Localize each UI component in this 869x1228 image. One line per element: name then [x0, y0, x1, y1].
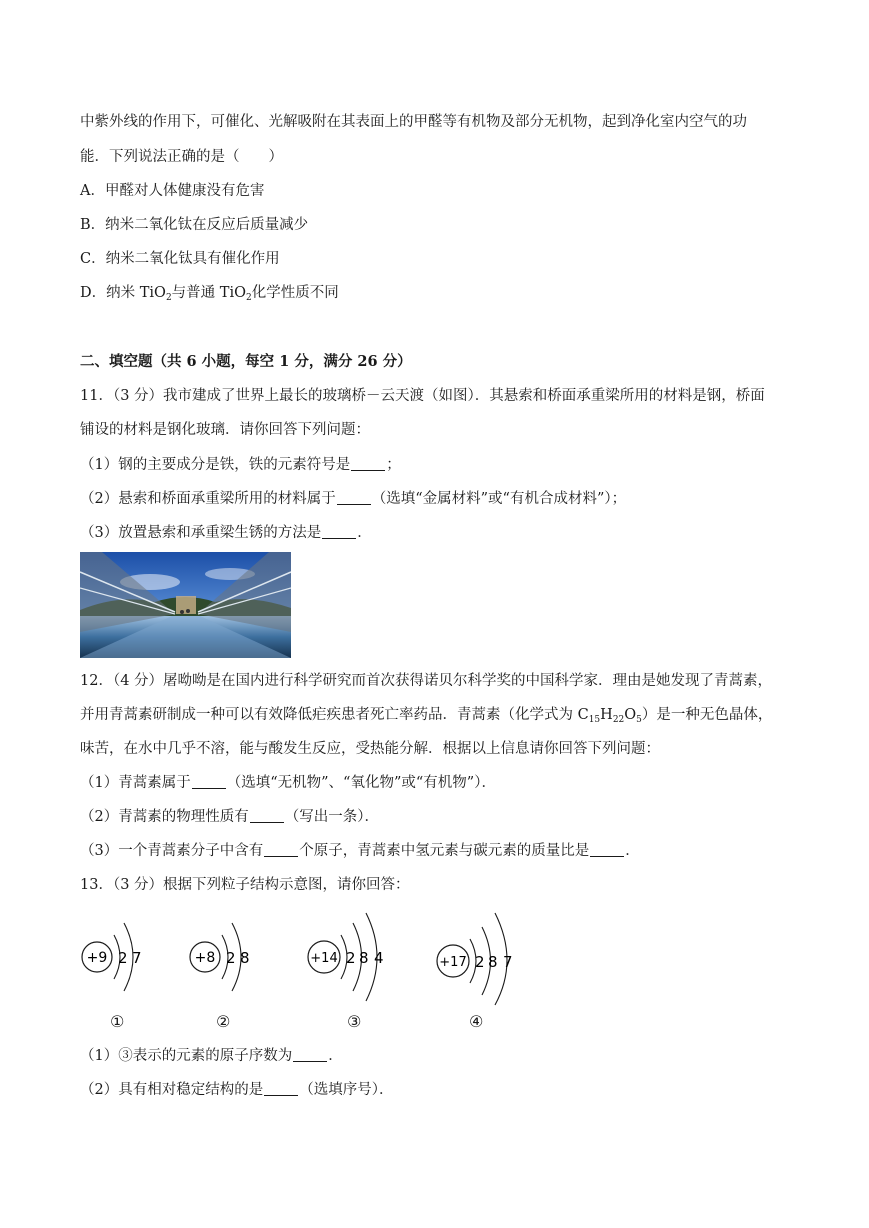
- answer-blank[interactable]: [590, 842, 624, 857]
- q10-option-b: B．纳米二氧化钛在反应后质量减少: [80, 217, 309, 233]
- shell-electrons: 8: [359, 949, 369, 967]
- shell-electrons: 7: [132, 949, 142, 967]
- answer-blank[interactable]: [250, 808, 284, 823]
- q11-stem-line2: 铺设的材料是钢化玻璃．请你回答下列问题：: [80, 422, 370, 438]
- q12-stem-line1: 12．（4 分）屠呦呦是在国内进行科学研究而首次获得诺贝尔科学奖的中国科学家．理由是她发现了青蒿素，: [80, 673, 773, 689]
- q12-sub2: （2）青蒿素的物理性质有 （写出一条）．: [80, 809, 379, 825]
- atom-marker-2: ②: [216, 1012, 231, 1031]
- glass-bridge-photo: [80, 552, 291, 658]
- shell-electrons: 2: [475, 953, 485, 971]
- shell-electrons: 2: [346, 949, 356, 967]
- shell-electrons: 2: [118, 949, 128, 967]
- q13-sub2: （2）具有相对稳定结构的是 （选填序号）．: [80, 1082, 394, 1098]
- atom-diagram-3: [306, 905, 401, 999]
- answer-blank[interactable]: [192, 774, 226, 789]
- q11-sub2: （2）悬索和桥面承重梁所用的材料属于 （选填“金属材料”或“有机合成材料”）；: [80, 491, 627, 507]
- q12-stem-line3: 味苦，在水中几乎不溶，能与酸发生反应，受热能分解．根据以上信息请你回答下列问题：: [80, 741, 660, 757]
- q10-stem-line1: 中紫外线的作用下，可催化、光解吸附在其表面上的甲醛等有机物及部分无机物，起到净化室内空气的功: [80, 114, 747, 130]
- q11-sub1: （1）钢的主要成分是铁，铁的元素符号是 ；: [80, 457, 401, 473]
- atom-marker-1: ①: [110, 1012, 125, 1031]
- atom-marker-3: ③: [347, 1012, 362, 1031]
- q11-stem-line1: 11．（3 分）我市建成了世界上最长的玻璃桥－云天渡（如图）．其悬索和桥面承重梁所用的材料是钢，桥面: [80, 388, 765, 404]
- atom-diagram-1: [80, 905, 160, 999]
- q12-stem-line2: 并用青蒿素研制成一种可以有效降低疟疾患者死亡率药品．青蒿素（化学式为 $C_{15}H_{22}O_5$）是一种无色晶体，: [80, 707, 773, 725]
- answer-blank[interactable]: [322, 524, 356, 539]
- q10-option-a: A．甲醛对人体健康没有危害: [80, 183, 265, 199]
- answer-blank[interactable]: [337, 490, 371, 505]
- atom-diagram-2: [188, 905, 268, 999]
- q10-stem-line2: 能．下列说法正确的是（ ）: [80, 149, 283, 165]
- nucleus-charge: +8: [194, 950, 216, 966]
- q10-option-d: D．纳米 TiO$_2$与普通 TiO$_2$化学性质不同: [80, 285, 339, 303]
- q13-stem: 13．（3 分）根据下列粒子结构示意图，请你回答：: [80, 877, 410, 893]
- shell-electrons: 7: [503, 953, 513, 971]
- answer-blank[interactable]: [351, 456, 385, 471]
- q11-sub3: （3）放置悬索和承重梁生锈的方法是 ．: [80, 525, 372, 541]
- nucleus-charge: +9: [86, 950, 108, 966]
- nucleus-charge: +14: [310, 951, 338, 966]
- atom-marker-4: ④: [469, 1012, 484, 1031]
- shell-electrons: 8: [240, 949, 250, 967]
- section2-heading: 二、填空题（共 6 小题，每空 1 分，满分 26 分）: [80, 353, 412, 370]
- atom-diagram-4: [435, 905, 530, 999]
- shell-electrons: 2: [226, 949, 236, 967]
- shell-electrons: 4: [374, 949, 384, 967]
- q13-sub1: （1）③表示的元素的原子序数为 ．: [80, 1048, 343, 1064]
- shell-electrons: 8: [488, 953, 498, 971]
- q12-sub3: （3）一个青蒿素分子中含有 个原子，青蒿素中氢元素与碳元素的质量比是 ．: [80, 843, 640, 859]
- answer-blank[interactable]: [264, 1081, 298, 1096]
- q10-option-c: C．纳米二氧化钛具有催化作用: [80, 251, 280, 267]
- answer-blank[interactable]: [264, 842, 298, 857]
- q12-sub1: （1）青蒿素属于 （选填“无机物”、“氧化物”或“有机物”）．: [80, 775, 496, 791]
- nucleus-charge: +17: [439, 955, 467, 970]
- answer-blank[interactable]: [293, 1047, 327, 1062]
